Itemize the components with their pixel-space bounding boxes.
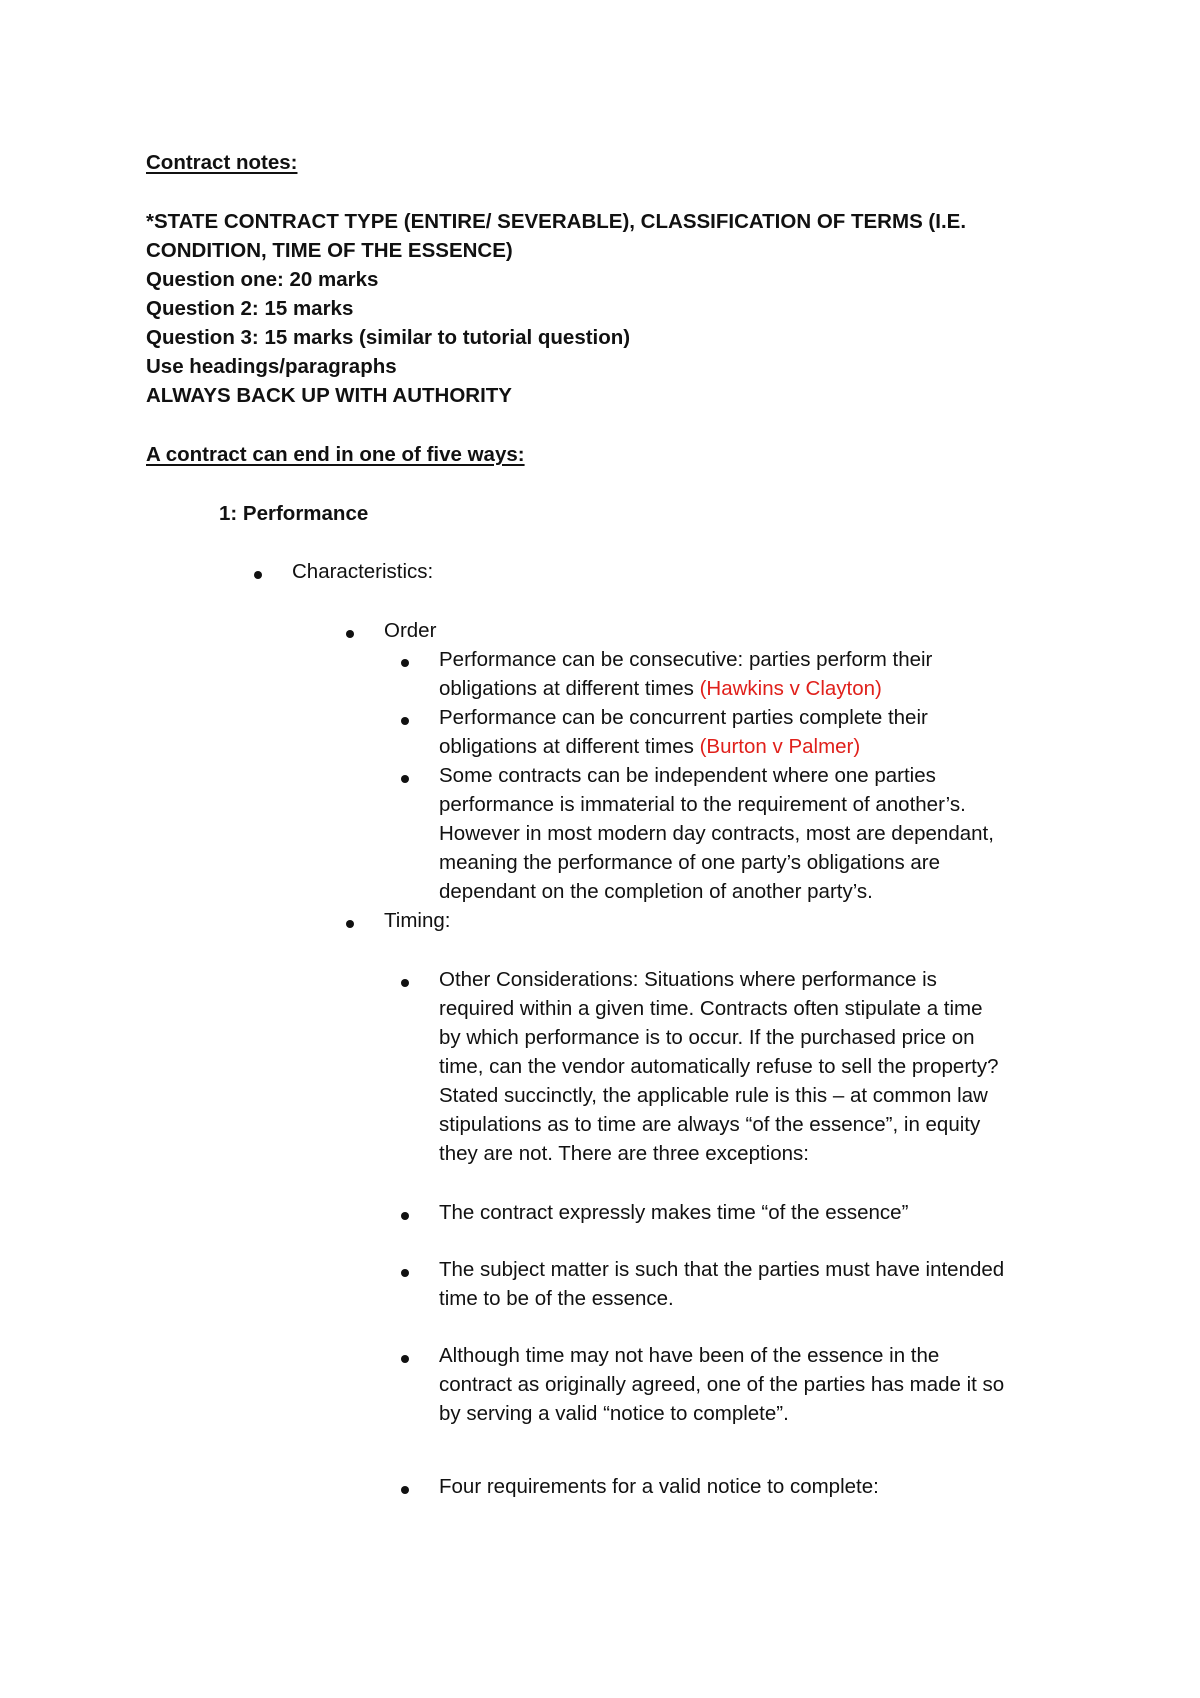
characteristics-label: Characteristics:	[292, 560, 434, 583]
case-citation: (Burton v Palmer)	[699, 735, 861, 758]
exception-point: The subject matter is such that the parties must have intended	[439, 1258, 1005, 1281]
order-point: meaning the performance of one party’s obligations are	[439, 851, 941, 874]
order-point: Performance can be consecutive: parties perform their	[439, 648, 933, 671]
exception-point: by serving a valid “notice to complete”.	[439, 1402, 789, 1425]
exception-point: contract as originally agreed, one of the parties has made it so	[439, 1373, 1005, 1396]
exam-note-line: *STATE CONTRACT TYPE (ENTIRE/ SEVERABLE), CLASSIFICATION OF TERMS (I.E.	[146, 210, 967, 233]
case-citation: (Hawkins v Clayton)	[699, 677, 882, 700]
order-point: Performance can be concurrent parties complete their	[439, 706, 928, 729]
section-heading: A contract can end in one of five ways:	[146, 443, 525, 466]
exam-note-line: ALWAYS BACK UP WITH AUTHORITY	[146, 384, 512, 407]
document-title: Contract notes:	[146, 151, 298, 174]
performance-heading: 1: Performance	[219, 502, 369, 525]
order-point: performance is immaterial to the requirement of another’s.	[439, 793, 966, 816]
question-marks: Question 3: 15 marks (similar to tutorial question)	[146, 326, 631, 349]
bullet-icon	[401, 775, 409, 783]
bullet-icon	[401, 717, 409, 725]
timing-point: Stated succinctly, the applicable rule is this – at common law	[439, 1084, 988, 1107]
exception-point: The contract expressly makes time “of the essence”	[439, 1201, 909, 1224]
timing-point: required within a given time. Contracts often stipulate a time	[439, 997, 983, 1020]
order-point: However in most modern day contracts, most are dependant,	[439, 822, 994, 845]
order-point: dependant on the completion of another party’s.	[439, 880, 873, 903]
requirements-point: Four requirements for a valid notice to complete:	[439, 1475, 879, 1498]
question-marks: Question one: 20 marks	[146, 268, 379, 291]
bullet-icon	[401, 1486, 409, 1494]
order-point: Some contracts can be independent where one parties	[439, 764, 936, 787]
timing-label: Timing:	[384, 909, 451, 932]
timing-point: time, can the vendor automatically refuse to sell the property?	[439, 1055, 999, 1078]
timing-point: they are not. There are three exceptions:	[439, 1142, 809, 1165]
exam-note-line: CONDITION, TIME OF THE ESSENCE)	[146, 239, 513, 262]
exam-note-line: Use headings/paragraphs	[146, 355, 397, 378]
bullet-icon	[346, 630, 354, 638]
order-point: obligations at different times (Hawkins v Clayton)	[439, 677, 882, 700]
bullet-icon	[346, 920, 354, 928]
timing-point: Other Considerations: Situations where performance is	[439, 968, 937, 991]
order-point: obligations at different times (Burton v Palmer)	[439, 735, 861, 758]
bullet-icon	[401, 1212, 409, 1220]
bullet-icon	[401, 1269, 409, 1277]
bullet-icon	[401, 659, 409, 667]
question-marks: Question 2: 15 marks	[146, 297, 354, 320]
exception-point: time to be of the essence.	[439, 1287, 674, 1310]
bullet-icon	[401, 979, 409, 987]
timing-point: stipulations as to time are always “of the essence”, in equity	[439, 1113, 981, 1136]
bullet-icon	[254, 571, 262, 579]
order-label: Order	[384, 619, 437, 642]
bullet-icon	[401, 1355, 409, 1363]
exception-point: Although time may not have been of the essence in the	[439, 1344, 940, 1367]
timing-point: by which performance is to occur. If the purchased price on	[439, 1026, 975, 1049]
